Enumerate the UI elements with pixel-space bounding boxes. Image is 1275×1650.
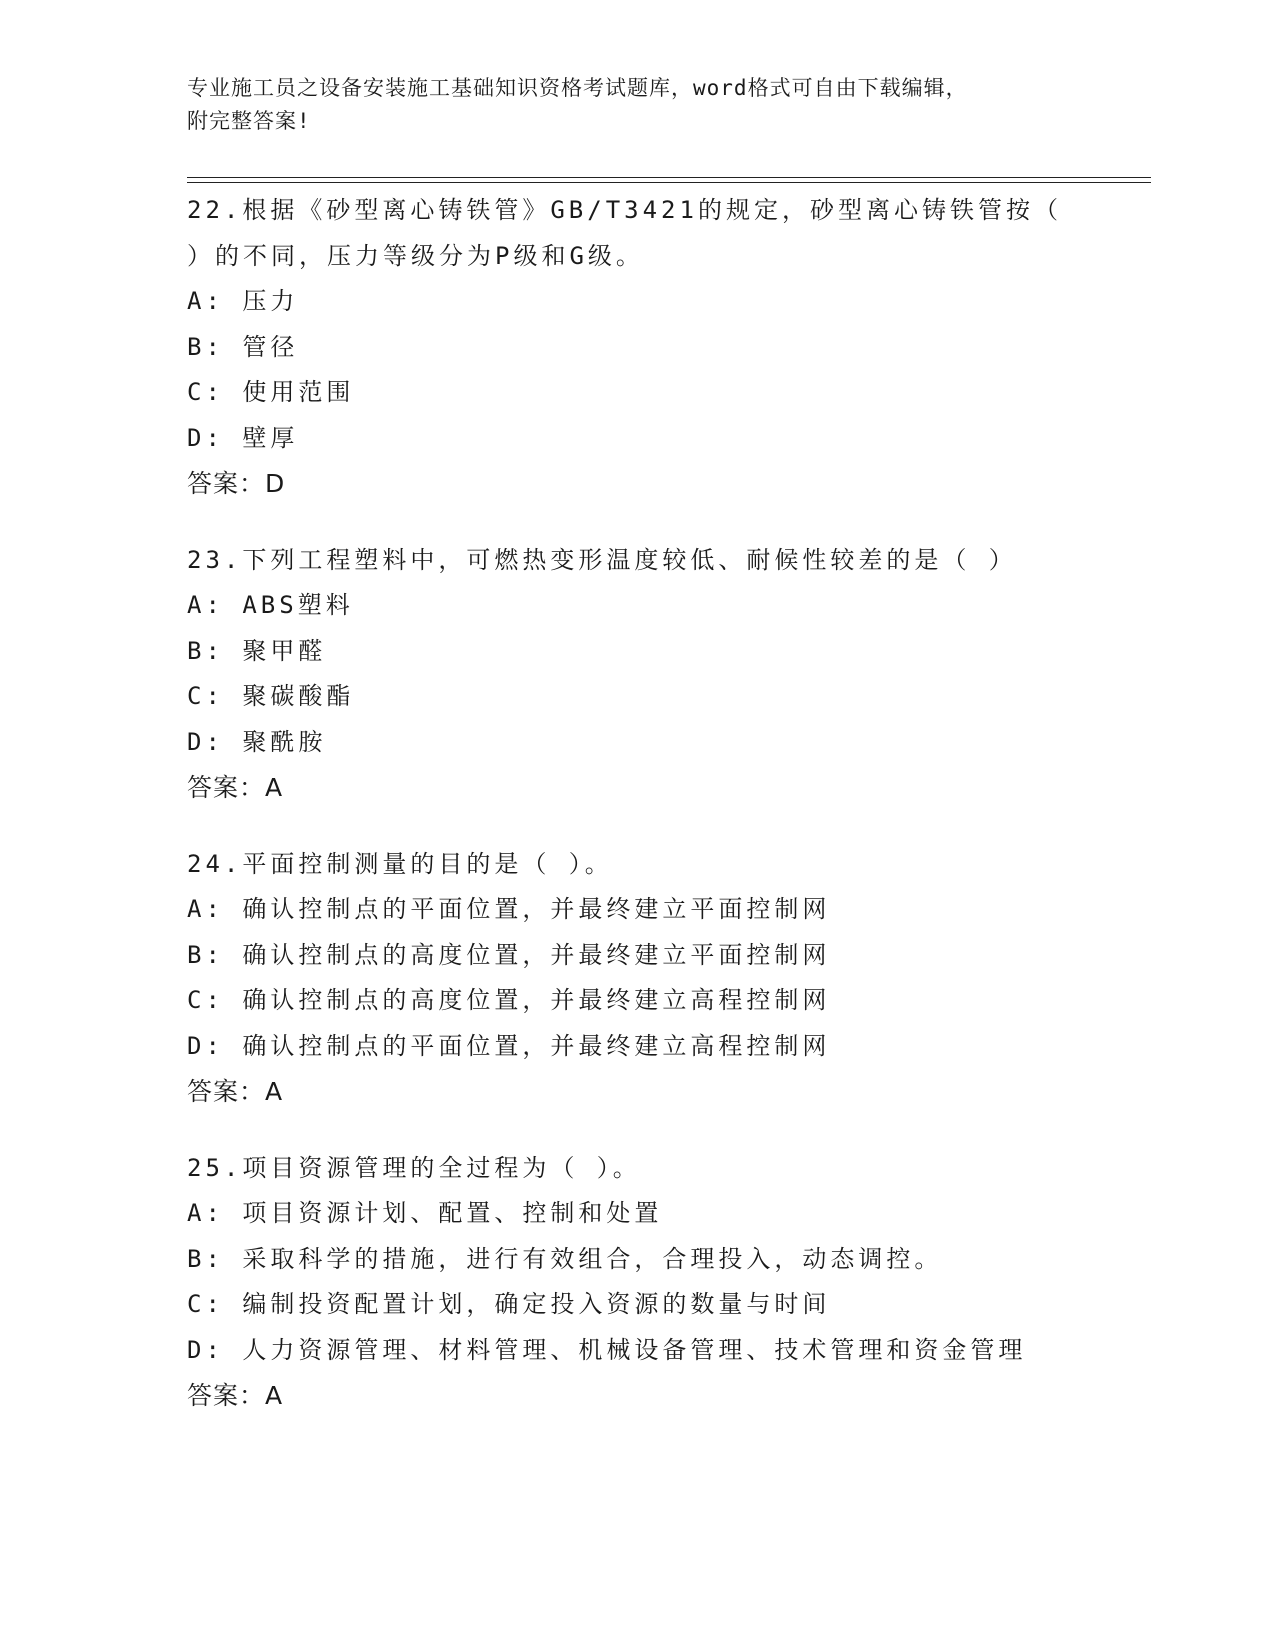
answer: 答案：D — [187, 469, 286, 498]
question-list — [187, 188, 1087, 1450]
option-b: B: 聚甲醛 — [187, 636, 327, 665]
question-stem-line-1: 25.项目资源管理的全过程为（ ）。 — [187, 1153, 641, 1182]
option-d: D: 聚酰胺 — [187, 727, 327, 756]
question-23 — [187, 538, 1087, 811]
option-a: A: ABS塑料 — [187, 591, 354, 619]
header-line-2: 附完整答案! — [187, 109, 311, 133]
option-d: D: 壁厚 — [187, 423, 299, 452]
option-c: C: 聚碳酸酯 — [187, 682, 355, 710]
option-a: A: 确认控制点的平面位置，并最终建立平面控制网 — [187, 895, 831, 923]
option-b: B: 管径 — [187, 332, 299, 361]
option-b: B: 采取科学的措施，进行有效组合，合理投入，动态调控。 — [187, 1244, 943, 1273]
answer: 答案：A — [187, 773, 284, 802]
question-stem-line-1: 22.根据《砂型离心铸铁管》GB/T3421的规定，砂型离心铸铁管按（ — [187, 196, 1062, 224]
question-stem-line-1: 23.下列工程塑料中，可燃热变形温度较低、耐候性较差的是（ ） — [187, 545, 1017, 574]
option-d: D: 人力资源管理、材料管理、机械设备管理、技术管理和资金管理 — [187, 1335, 1027, 1364]
option-c: C: 确认控制点的高度位置，并最终建立高程控制网 — [187, 986, 831, 1014]
header-divider-top — [187, 177, 1151, 178]
option-b: B: 确认控制点的高度位置，并最终建立平面控制网 — [187, 940, 831, 969]
question-stem-line-1: 24.平面控制测量的目的是（ ）。 — [187, 849, 613, 878]
option-a: A: 项目资源计划、配置、控制和处置 — [187, 1199, 663, 1227]
header-line-1: 专业施工员之设备安装施工基础知识资格考试题库，word格式可自由下载编辑， — [187, 76, 968, 100]
option-c: C: 使用范围 — [187, 378, 355, 406]
option-c: C: 编制投资配置计划，确定投入资源的数量与时间 — [187, 1290, 831, 1318]
option-a: A: 压力 — [187, 287, 299, 315]
question-24 — [187, 842, 1087, 1115]
question-25 — [187, 1146, 1087, 1419]
question-stem-line-2: ）的不同，压力等级分为P级和G级。 — [187, 241, 644, 270]
answer: 答案：A — [187, 1381, 284, 1410]
header-divider-bottom — [187, 182, 1151, 183]
question-22 — [187, 188, 1087, 507]
document-header — [187, 72, 1067, 138]
option-d: D: 确认控制点的平面位置，并最终建立高程控制网 — [187, 1031, 831, 1060]
answer: 答案：A — [187, 1077, 284, 1106]
